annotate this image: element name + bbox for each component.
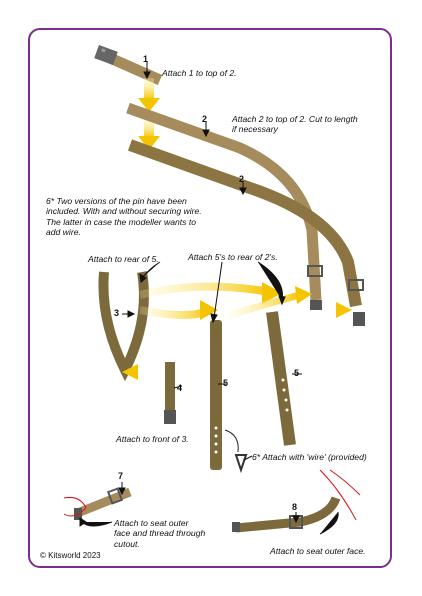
instruction-attach-5-to-2: Attach 5's to rear of 2's. [188,252,278,262]
strap-part-7 [64,489,130,520]
instruction-seat-outer-thread: Attach to seat outer face and thread through cutout. [114,518,206,549]
strap-part-5-left [210,320,222,470]
instruction-attach-with-wire: 6* Attach with 'wire' (provided) [252,452,367,462]
part-number-2-upper: 2 [202,114,208,124]
strap-part-3-loop [103,272,143,370]
part-number-5-right: 5 [294,368,300,378]
strap-part-1 [94,45,160,80]
part-number-8: 8 [292,502,298,512]
part-number-1: 1 [143,54,149,64]
strap-part-4 [164,362,176,424]
instruction-attach-front-of-3: Attach to front of 3. [116,434,189,444]
instruction-pin-versions: 6* Two versions of the pin have been included. With and without securing wire. The latter in case the modeller wants to add wire. [46,196,202,238]
instruction-seat-outer-face: Attach to seat outer face. [270,546,366,556]
instruction-attach-1-to-2: Attach 1 to top of 2. [162,68,237,78]
instruction-attach-2-to-2: Attach 2 to top of 2. Cut to length if necessary [232,114,358,135]
tab-2-lower [353,312,365,326]
instruction-attach-rear-of-5: Attach to rear of 5. [88,254,159,264]
part-number-4: 4 [177,383,183,393]
part-number-3: 3 [114,308,120,318]
part-number-7: 7 [118,471,124,481]
pin-part-6 [225,430,246,470]
part-number-5-left: 5 [223,378,229,388]
strap-part-5-right [272,312,290,445]
copyright-credit: © Kitsworld 2023 [40,551,101,560]
part-number-2-lower: 2 [239,174,245,184]
